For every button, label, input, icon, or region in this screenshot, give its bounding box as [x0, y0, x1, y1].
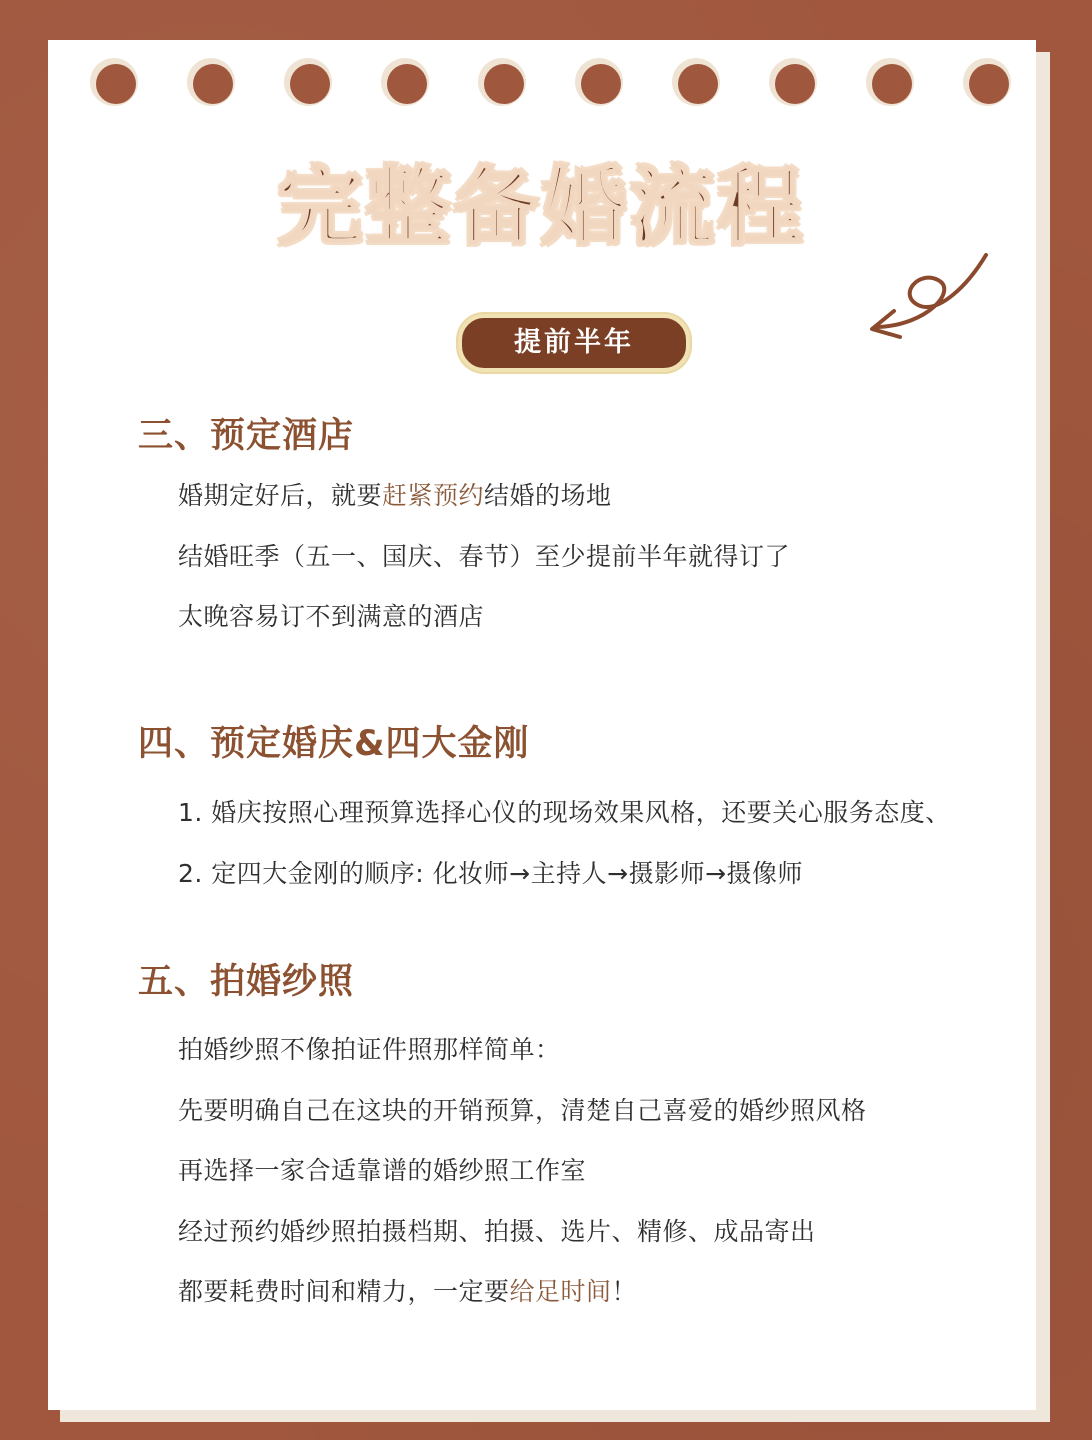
highlight-text: 给足时间 — [509, 1277, 612, 1306]
curly-arrow-icon — [858, 245, 998, 345]
binder-hole — [90, 58, 138, 106]
text-segment: ！ — [611, 1277, 638, 1306]
text-segment: 都要耗费时间和精力，一定要 — [178, 1277, 510, 1306]
page-title: 完整备婚流程 — [277, 158, 806, 256]
hotel-line-2: 结婚旺季（五一、国庆、春节）至少提前半年就得订了 — [178, 542, 791, 571]
binder-hole — [381, 58, 429, 106]
hotel-line-1 — [178, 476, 612, 512]
hotel-line-3: 太晚容易订不到满意的酒店 — [178, 602, 485, 631]
photos-line-3: 再选择一家合适靠谱的婚纱照工作室 — [178, 1156, 587, 1185]
photos-line-4: 经过预约婚纱照拍摄档期、拍摄、选片、精修、成品寄出 — [178, 1217, 816, 1246]
binder-holes — [90, 58, 1016, 110]
photos-line-2: 先要明确自己在这块的开销预算，清楚自己喜爱的婚纱照风格 — [178, 1096, 867, 1125]
section-heading-wedding-planner: 四、预定婚庆&四大金刚 — [138, 724, 530, 764]
binder-hole — [284, 58, 332, 106]
text-segment: 婚期定好后，就要 — [178, 481, 383, 510]
binder-hole — [187, 58, 235, 106]
highlight-text: 赶紧预约 — [382, 481, 485, 510]
binder-hole — [575, 58, 623, 106]
binder-hole — [866, 58, 914, 106]
planner-line-2: 2. 定四大金刚的顺序: 化妆师→主持人→摄影师→摄像师 — [178, 859, 804, 888]
binder-hole — [478, 58, 526, 106]
section-heading-photos: 五、拍婚纱照 — [138, 962, 355, 1002]
notebook-page — [48, 40, 1036, 1410]
text-segment: 结婚的场地 — [484, 481, 612, 510]
planner-line-1: 1. 婚庆按照心理预算选择心仪的现场效果风格，还要关心服务态度、 — [178, 798, 951, 827]
binder-hole — [672, 58, 720, 106]
photos-line-5 — [178, 1272, 637, 1308]
timeline-badge: 提前半年 — [458, 314, 690, 372]
binder-hole — [963, 58, 1011, 106]
binder-hole — [769, 58, 817, 106]
photos-line-1: 拍婚纱照不像拍证件照那样简单： — [178, 1035, 561, 1064]
section-heading-hotel: 三、预定酒店 — [138, 416, 355, 456]
